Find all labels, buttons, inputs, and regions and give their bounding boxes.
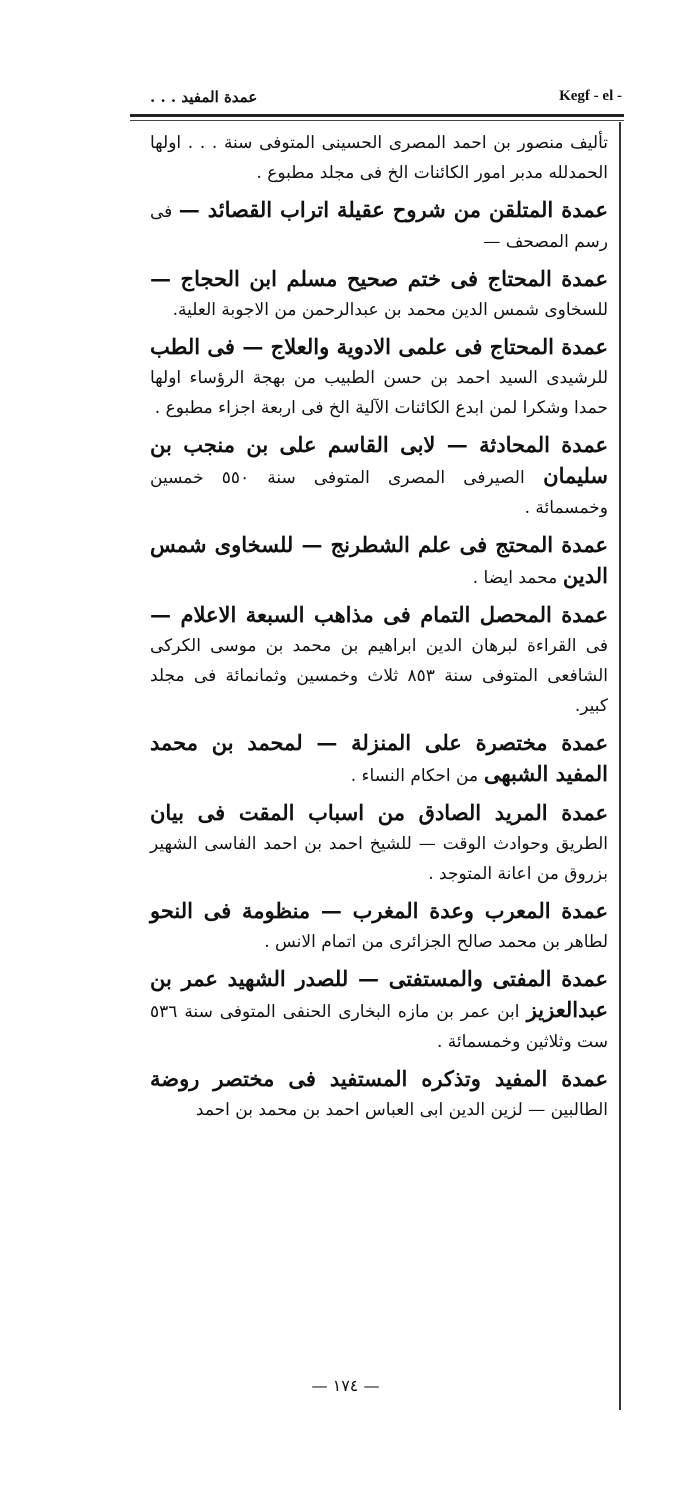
- entry-desc: الطريق وحوادث الوقت — للشيخ احمد بن احمد الفاسى الشهير بزروق من اعانة المتوجد .: [150, 834, 608, 884]
- entry: [150, 728, 608, 791]
- entry-head: عمدة المحصل التمام فى مذاهب السبعة الاعلام —: [150, 602, 608, 627]
- entry: [150, 798, 608, 889]
- entry-desc: محمد ايضا .: [472, 568, 558, 588]
- entry: [150, 264, 608, 325]
- entry-desc: فى القراءة لبرهان الدين ابراهيم بن محمد بن موسى الكركى الشافعى المتوفى سنة ٨٥٣ ثلاث وخمسين وثمانمائة فى مجلد كبير.: [150, 636, 608, 716]
- entry: [150, 896, 608, 957]
- running-title: عمدة المفيد . . .: [150, 88, 258, 106]
- entry-head: عمدة المحتاج فى علمى الادوية والعلاج — فى الطب: [150, 334, 608, 359]
- entry: [150, 430, 608, 523]
- entry-desc: الصيرفى المصرى المتوفى سنة ٥٥٠ خمسين وخمسمائة .: [150, 468, 608, 518]
- entry-head: عمدة المعرب وعدة المغرب — منظومة فى النحو: [150, 898, 608, 923]
- entry: [150, 332, 608, 423]
- page-header: [150, 82, 622, 116]
- entry-desc: للرشيدى السيد احمد بن حسن الطبيب من بهجة الرؤساء اولها حمدا وشكرا لمن ابدع الكائنات الآلية الخ فى اربعة اجزاء مطبوع .: [150, 368, 608, 418]
- margin-line: [619, 122, 621, 1410]
- header-rule-thick: [130, 114, 624, 117]
- entry-desc: الطالبين — لزين الدين ابى العباس احمد بن محمد بن احمد: [195, 1100, 608, 1120]
- entry: [150, 1064, 608, 1125]
- header-rule-thin: [130, 120, 624, 121]
- entry-desc: فى رسم المصحف —: [150, 202, 608, 252]
- entry-desc: من احكام النساء .: [350, 766, 479, 786]
- entry: [150, 126, 608, 188]
- entry-head: عمدة مختصرة على المنزلة — لمحمد بن محمد المفيد الشبهى: [150, 730, 608, 786]
- entry-head: عمدة المحادثة — لابى القاسم على بن منجب بن سليمان: [150, 432, 608, 488]
- entry: [150, 195, 608, 257]
- entry-head: عمدة المحتج فى علم الشطرنج — للسخاوى شمس الدين: [150, 532, 608, 588]
- entry-head: عمدة المتلقن من شروح عقيلة اتراب القصائد —: [178, 197, 608, 222]
- entries-list: [150, 126, 608, 1132]
- entry-desc: ابن عمر بن مازه البخارى الحنفى المتوفى سنة ٥٣٦ ست وثلاثين وخمسمائة .: [150, 1002, 608, 1052]
- column-label: Kegf - el -: [559, 88, 622, 104]
- entry-head: عمدة المفتى والمستفتى — للصدر الشهيد عمر بن عبدالعزيز: [150, 966, 608, 1022]
- entry: [150, 600, 608, 721]
- entry-desc: لطاهر بن محمد صالح الجزائرى من اتمام الانس .: [264, 932, 608, 952]
- entry-head: عمدة المريد الصادق من اسباب المقت فى بيان: [150, 800, 608, 825]
- entry: [150, 530, 608, 593]
- page-number: — ١٧٤ —: [311, 1376, 380, 1395]
- entry-head: عمدة المحتاج فى ختم صحيح مسلم ابن الحجاج —: [150, 266, 608, 291]
- entry: [150, 964, 608, 1057]
- entry-head: عمدة المفيد وتذكره المستفيد فى مختصر روضة: [150, 1066, 608, 1091]
- entry-desc: تأليف منصور بن احمد المصرى الحسينى المتوفى سنة . . . اولها الحمدلله مدبر امور الكائنات الخ فى مجلد مطبوع .: [150, 133, 608, 183]
- entry-desc: للسخاوى شمس الدين محمد بن عبدالرحمن من الاجوبة العلية.: [172, 300, 608, 320]
